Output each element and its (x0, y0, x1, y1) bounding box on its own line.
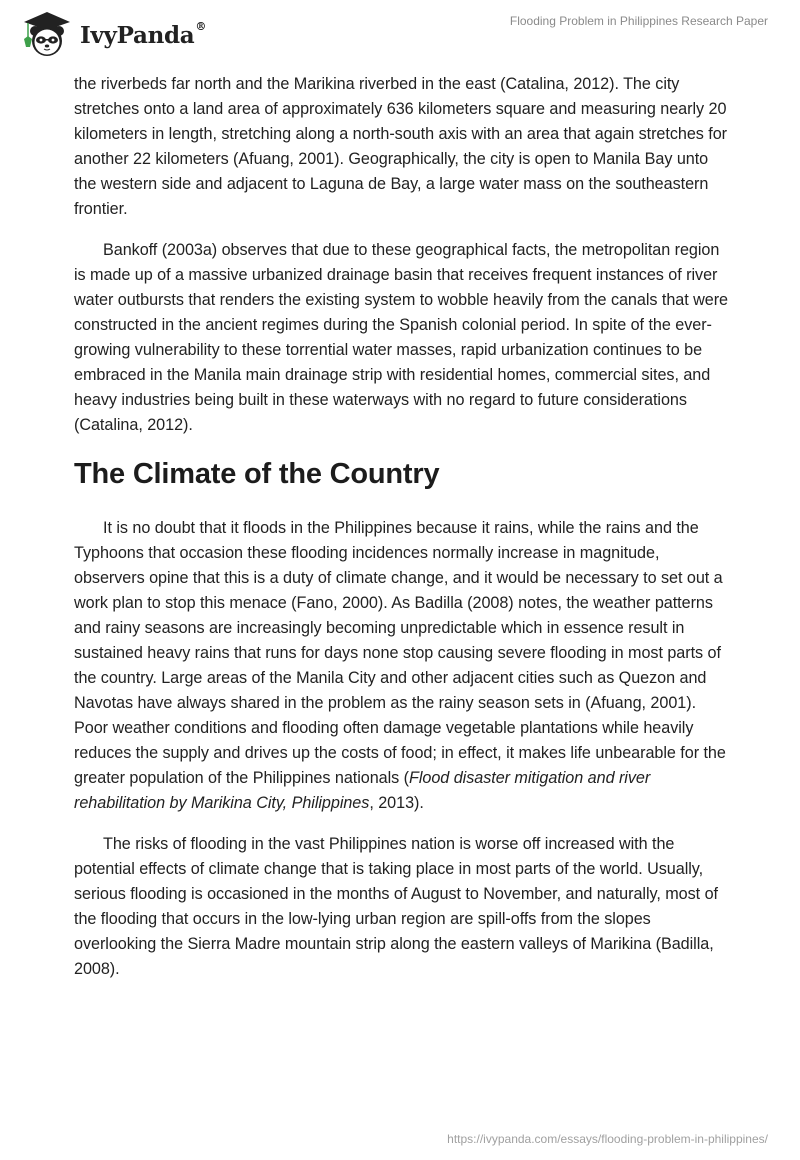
paragraph-bankoff: Bankoff (2003a) observes that due to these geographical facts, the metropolitan region is made up of a massive urbanized drainage basin that receives frequent instances of river water outbursts that renders the existing system to wobble heavily from the canals that were constructed in the ancient regimes during the Spanish colonial period. In spite of the ever-growing vulnerability to these torrential water masses, rapid urbanization continues to be embraced in the Manila main drainage strip with residential homes, commercial sites, and heavy industries being built in these waterways with no regard to future considerations (Catalina, 2012). (74, 241, 729, 434)
page-header (0, 0, 800, 60)
article-body (74, 72, 734, 998)
paragraph-climate-2: The risks of flooding in the vast Philippines nation is worse off increased with the potential effects of climate change that is taking place in most parts of the world. Usually, serious flooding is occasioned in the months of August to November, and naturally, most of the flooding that occurs in the low-lying urban region are spill-offs from the slopes overlooking the Sierra Madre mountain strip along the eastern valleys of Marikina (Badilla, 2008). (74, 835, 718, 978)
section-heading-climate: The Climate of the Country (74, 458, 440, 490)
registered-mark: ® (195, 19, 207, 33)
paragraph-climate-1-tail: , 2013). (369, 794, 424, 812)
panda-graduate-icon (18, 9, 76, 57)
brand-name: IvyPanda® (80, 19, 207, 49)
paragraph-continued: the riverbeds far north and the Marikina riverbed in the east (Catalina, 2012). The city stretches onto a land area of approximately 636 kilometers square and measuring nearly 20 kilometers in length, stretching along a north-south axis with an area that again stretches for another 22 kilometers (Afuang, 2001). Geographically, the city is open to Manila Bay unto the western side and adjacent to Laguna de Bay, a large water mass on the southeastern frontier. (74, 75, 728, 218)
ivypanda-logo[interactable] (18, 9, 206, 57)
cited-work-title: Flood disaster mitigation and river rehabilitation by Marikina City, Philippines (74, 769, 651, 812)
document-title: Flooding Problem in Philippines Research Paper (509, 14, 768, 28)
paragraph-climate-1-text: It is no doubt that it floods in the Philippines because it rains, while the rains and the Typhoons that occasion these flooding incidences normally increase in magnitude, observers opine that this is a duty of climate change, and it would be necessary to set out a work plan to stop this menace (Fano, 2000). As Badilla (2008) notes, the weather patterns and rainy seasons are increasingly becoming unpredictable which in essence result in sustained heavy rains that runs for days none stop causing severe flooding in most parts of the country. Large areas of the Manila City and other adjacent cities such as Quezon and Navotas have always shared in the problem as the rainy season sets in (Afuang, 2001). Poor weather conditions and flooding often damage vegetable plantations while heavily reduces the supply and drives up the costs of food; in effect, it makes life unbearable for the greater population of the Philippines nationals ( (74, 519, 726, 787)
paragraph-climate-1 (74, 516, 734, 816)
source-url[interactable]: https://ivypanda.com/essays/flooding-problem-in-philippines/ (447, 1132, 768, 1146)
